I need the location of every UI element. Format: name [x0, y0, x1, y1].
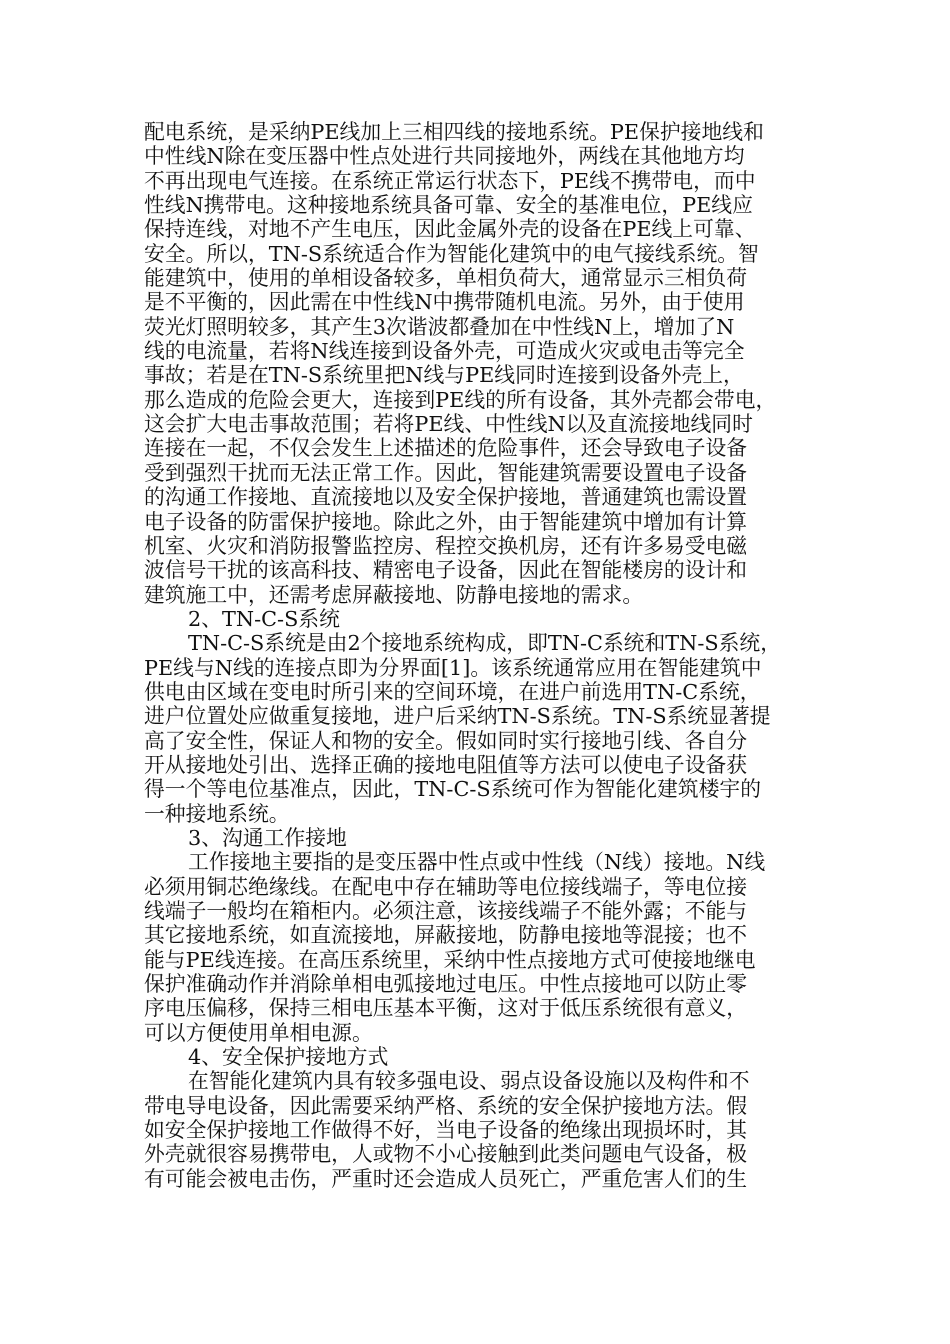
text-line: 得一个等电位基准点，因此，TN-C-S系统可作为智能化建筑楼宇的 [144, 777, 761, 802]
text-line: 供电由区域在变电时所引来的空间环境，在进户前选用TN-C系统， [144, 679, 761, 704]
text-line: 2、TN-C-S系统 [188, 606, 340, 631]
text-line: 线的电流量，若将N线连接到设备外壳，可造成火灾或电击等完全 [144, 339, 745, 364]
text-line: 工作接地主要指的是变压器中性点或中性线（N线）接地。N线 [188, 850, 766, 875]
text-line: 这会扩大电击事故范围；若将PE线、中性线N以及直流接地线同时 [144, 412, 753, 437]
text-line: 其它接地系统，如直流接地，屏蔽接地，防静电接地等混接；也不 [144, 923, 748, 948]
text-line: TN-C-S系统是由2个接地系统构成，即TN-C系统和TN-S系统， [188, 631, 782, 656]
text-line: 中性线N除在变压器中性点处进行共同接地外，两线在其他地方均 [144, 144, 745, 169]
text-line: 保护准确动作并消除单相电弧接地过电压。中性点接地可以防止零 [144, 972, 748, 997]
text-line: 可以方便使用单相电源。 [144, 1020, 373, 1045]
text-line: 能建筑中，使用的单相设备较多，单相负荷大，通常显示三相负荷 [144, 266, 748, 291]
text-line: 有可能会被电击伤，严重时还会造成人员死亡，严重危害人们的生 [144, 1166, 748, 1191]
text-line: 4、安全保护接地方式 [188, 1045, 389, 1070]
text-line: 序电压偏移，保持三相电压基本平衡，这对于低压系统很有意义， [144, 996, 748, 1021]
text-line: 保持连线，对地不产生电压，因此金属外壳的设备在PE线上可靠、 [144, 217, 756, 242]
text-line: 带电导电设备，因此需要采纳严格、系统的安全保护接地方法。假 [144, 1093, 748, 1118]
text-line: 电子设备的防雷保护接地。除此之外，由于智能建筑中增加有计算 [144, 509, 748, 534]
text-line: 一种接地系统。 [144, 801, 290, 826]
text-line: 荧光灯照明较多，其产生3次谐波都叠加在中性线N上，增加了N [144, 314, 735, 339]
text-line: 3、沟通工作接地 [188, 825, 347, 850]
text-line: 高了安全性，保证人和物的安全。假如同时实行接地引线、各自分 [144, 728, 748, 753]
text-line: 机室、火灾和消防报警监控房、程控交换机房，还有许多易受电磁 [144, 533, 748, 558]
text-line: 事故；若是在TN-S系统里把N线与PE线同时连接到设备外壳上， [144, 363, 744, 388]
text-line: 建筑施工中，还需考虑屏蔽接地、防静电接地的需求。 [144, 582, 644, 607]
text-line: 是不平衡的，因此需在中性线N中携带随机电流。另外，由于使用 [144, 290, 745, 315]
text-line: 必须用铜芯绝缘线。在配电中存在辅助等电位接线端子，等电位接 [144, 874, 748, 899]
text-line: 在智能化建筑内具有较多强电设、弱点设备设施以及构件和不 [188, 1069, 750, 1094]
text-line: 受到强烈干扰而无法正常工作。因此，智能建筑需要设置电子设备 [144, 460, 748, 485]
text-line: 那么造成的危险会更大，连接到PE线的所有设备，其外壳都会带电， [144, 387, 777, 412]
text-line: 配电系统，是采纳PE线加上三相四线的接地系统。PE保护接地线和 [144, 120, 764, 144]
text-line: 不再出现电气连接。在系统正常运行状态下，PE线不携带电，而中 [144, 168, 756, 193]
document-body [144, 120, 812, 1191]
text-line: PE线与N线的连接点即为分界面[1]。该系统通常应用在智能建筑中 [144, 655, 762, 680]
text-line: 如安全保护接地工作做得不好，当电子设备的绝缘出现损坏时，其 [144, 1118, 748, 1143]
text-line: 外壳就很容易携带电，人或物不小心接触到此类问题电气设备，极 [144, 1142, 748, 1167]
text-line: 连接在一起，不仅会发生上述描述的危险事件，还会导致电子设备 [144, 436, 748, 461]
text-line: 波信号干扰的该高科技、精密电子设备，因此在智能楼房的设计和 [144, 558, 748, 583]
text-line: 开从接地处引出、选择正确的接地电阻值等方法可以使电子设备获 [144, 752, 748, 777]
text-line: 进户位置处应做重复接地，进户后采纳TN-S系统。TN-S系统显著提 [144, 704, 771, 729]
text-line: 线端子一般均在箱柜内。必须注意，该接线端子不能外露；不能与 [144, 899, 748, 923]
text-line: 的沟通工作接地、直流接地以及安全保护接地，普通建筑也需设置 [144, 485, 748, 510]
text-line: 性线N携带电。这种接地系统具备可靠、安全的基准电位，PE线应 [144, 193, 753, 218]
text-line: 能与PE线连接。在高压系统里，采纳中性点接地方式可使接地继电 [144, 947, 756, 972]
text-line: 安全。所以，TN-S系统适合作为智能化建筑中的电气接线系统。智 [144, 241, 759, 266]
